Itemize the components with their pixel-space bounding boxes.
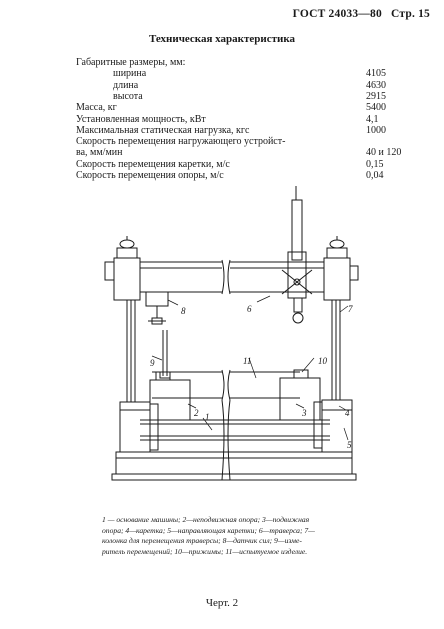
legend-line: колонка для перемещения траверсы; 8—датчик сил; 9—изме- [102, 536, 302, 545]
spec-value: 4105 [366, 68, 386, 80]
spec-label: Скорость перемещения опоры, м/с [76, 170, 224, 181]
spec-label: Габаритные размеры, мм: [76, 57, 186, 68]
spec-value: 0,04 [366, 170, 384, 181]
figure-label-3: 3 [302, 408, 307, 418]
right-column [332, 300, 340, 400]
figure-label-4: 4 [345, 408, 350, 418]
figure-label-10: 10 [318, 356, 327, 366]
section-title: Техническая характеристика [148, 33, 296, 45]
figure-label-8: 8 [181, 306, 186, 316]
spec-label: Максимальная статическая нагрузка, кгс [76, 124, 250, 136]
spec-label: Скорость перемещения каретки, м/с [76, 158, 230, 170]
spec-value: 2915 [366, 90, 386, 102]
spec-value: 4630 [366, 79, 386, 91]
figure-label-1: 1 [205, 412, 210, 422]
fixed-support [150, 372, 190, 420]
test-specimen [152, 370, 300, 400]
left-column [127, 300, 135, 402]
figure-label-11: 11 [243, 356, 252, 366]
left-carriage [120, 402, 158, 452]
spec-value: 1000 [366, 124, 386, 136]
spec-value: 0,15 [366, 158, 384, 170]
traverse-beam [140, 260, 324, 294]
figure-label-6: 6 [247, 304, 252, 314]
left-column-head [105, 236, 140, 300]
spec-label: Масса, кг [76, 102, 117, 114]
spec-value: 4,1 [366, 113, 379, 125]
spec-label: Установленная мощность, кВт [76, 113, 206, 125]
loading-device [282, 186, 312, 323]
spec-value: 40 и 120 [366, 147, 402, 159]
legend-line: 1 — основание машины; 2—неподвижная опора; 3—подвижная [102, 515, 310, 524]
figure-label-9: 9 [150, 358, 155, 368]
spec-label: Скорость перемещения нагружающего устройст- [76, 136, 286, 148]
standard-number: ГОСТ 24033—80 [292, 8, 382, 20]
spec-value: 5400 [366, 102, 386, 114]
legend-line: ритель перемещений; 10—прижимы; 11—испытуемое изделие. [102, 546, 308, 556]
spec-label: ва, мм/мин [76, 147, 123, 159]
spec-label: длина [113, 79, 139, 91]
figure-label-5: 5 [347, 440, 352, 450]
machine-base [112, 452, 356, 480]
figure-caption: Черт. 2 [205, 597, 239, 609]
page-number: Стр. 15 [391, 8, 430, 20]
displacement-meter [160, 330, 170, 378]
figure-label-2: 2 [194, 408, 199, 418]
carriage-guide [140, 420, 330, 440]
spec-label: ширина [113, 68, 147, 80]
figure-label-7: 7 [348, 304, 353, 314]
right-column-head [324, 236, 358, 300]
leader-lines [152, 296, 348, 440]
force-sensor [146, 292, 168, 324]
legend-line: опора; 4—каретка; 5—направляющая каретки; 6—траверса; 7— [102, 525, 315, 535]
spec-label: высота [113, 90, 143, 102]
